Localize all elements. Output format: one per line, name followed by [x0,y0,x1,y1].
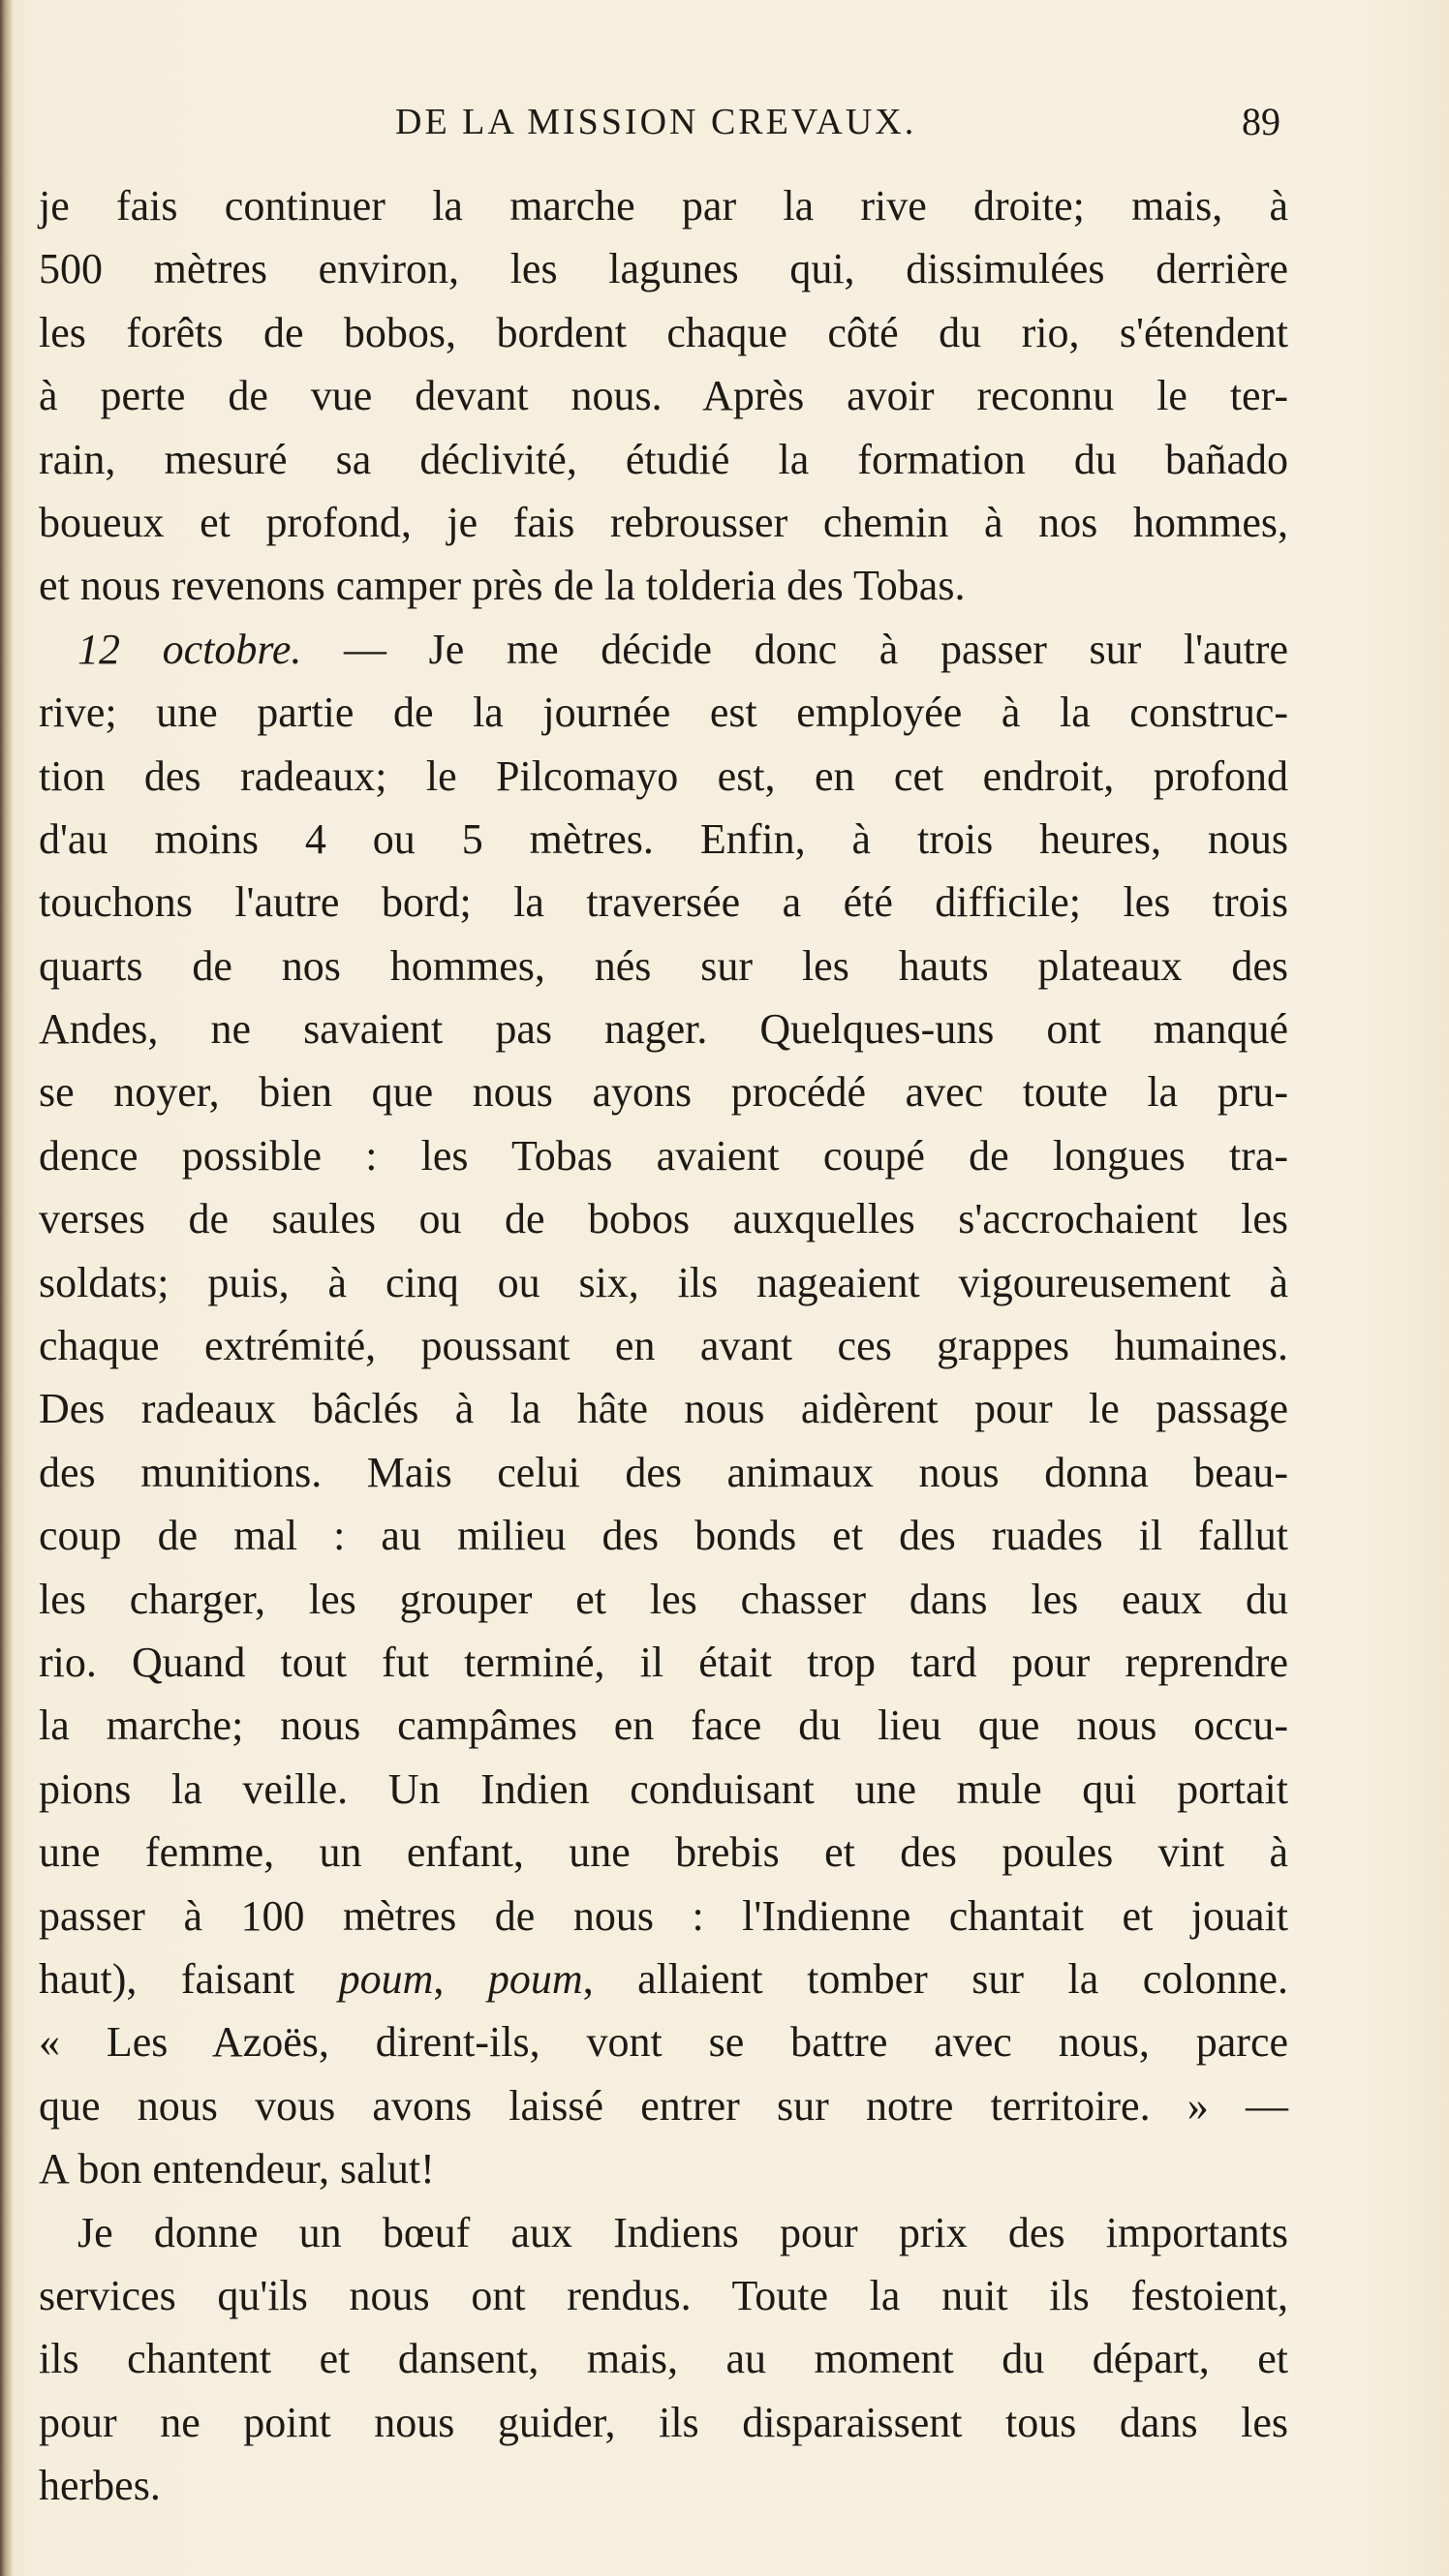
text-line: Andes, ne savaient pas nager. Quelques-uns ont manqué [39,1005,1288,1054]
text-line: d'au moins 4 ou 5 mètres. Enfin, à trois heures, nous [39,814,1288,863]
italic-word: poum [487,1954,583,2003]
text-line: touchons l'autre bord; la traversée a été difficile; les trois [39,878,1288,927]
text-line: A bon entendeur, salut! [39,2145,435,2193]
paragraph-1 [39,174,1288,618]
text-line: une femme, un enfant, une brebis et des poules vint à [39,1828,1288,1877]
text-line: soldats; puis, à cinq ou six, ils nageaient vigoureusement à [39,1258,1288,1306]
text-line: verses de saules ou de bobos auxquelles s'accrochaient les [39,1195,1288,1243]
running-title: DE LA MISSION CREVAUX. [395,102,917,142]
paragraph-2 [39,618,1288,2201]
binding-shadow [0,0,14,2576]
text-line: dence possible : les Tobas avaient coupé de longues tra- [39,1131,1288,1180]
text-line: rive; une partie de la journée est employée à la construc- [39,689,1288,737]
text-line: la marche; nous campâmes en face du lieu que nous occu- [39,1702,1288,1750]
text-line: je fais continuer la marche par la rive droite; mais, à [39,182,1288,230]
text-line: « Les Azoës, dirent-ils, vont se battre avec nous, parce [39,2018,1288,2067]
text-line: à perte de vue devant nous. Après avoir reconnu le ter- [39,372,1288,420]
text-line: herbes. [39,2462,161,2510]
text-line: chaque extrémité, poussant en avant ces grappes humaines. [39,1322,1288,1370]
italic-word: poum [338,1954,434,2003]
text-line: pour ne point nous guider, ils disparaissent tous dans les [39,2398,1288,2446]
text-fragment: haut), faisant [39,1954,339,2003]
text-fragment: — Je me décide donc à passer sur l'autre [301,625,1288,673]
text-line: que nous vous avons laissé entrer sur notre territoire. » — [39,2081,1288,2130]
paragraph-3 [39,2201,1288,2518]
text-line: tion des radeaux; le Pilcomayo est, en cet endroit, profond [39,751,1288,800]
text-line: coup de mal : au milieu des bonds et des ruades il fallut [39,1512,1288,1560]
text-line: des munitions. Mais celui des animaux nous donna beau- [39,1448,1288,1496]
text-line: Des radeaux bâclés à la hâte nous aidèrent pour le passage [39,1385,1288,1433]
page-number: 89 [1242,100,1280,143]
text-line: services qu'ils nous ont rendus. Toute la nuit ils festoient, [39,2271,1288,2319]
text-line: les charger, les grouper et les chasser dans les eaux du [39,1575,1288,1623]
text-line: les forêts de bobos, bordent chaque côté du rio, s'étendent [39,308,1288,356]
text-fragment: , [433,1954,488,2003]
text-line: et nous revenons camper près de la tolderia des Tobas. [39,562,966,610]
text-line [39,1947,1288,2010]
text-line: boueux et profond, je fais rebrousser chemin à nos hommes, [39,498,1288,546]
text-line: passer à 100 mètres de nous : l'Indienne chantait et jouait [39,1891,1288,1940]
text-line: se noyer, bien que nous ayons procédé avec toute la pru- [39,1068,1288,1117]
text-line: Je donne un bœuf aux Indiens pour prix des importants [77,2208,1288,2256]
text-line: ils chantent et dansent, mais, au moment du départ, et [39,2335,1288,2383]
text-line: rain, mesuré sa déclivité, étudié la formation du bañado [39,435,1288,483]
text-line [39,618,1288,681]
text-line: pions la veille. Un Indien conduisant une mule qui portait [39,1764,1288,1813]
journal-date: 12 octobre. [77,625,302,673]
text-fragment: , allaient tomber sur la colonne. [582,1954,1288,2003]
page-header [0,93,1449,151]
text-line: quarts de nos hommes, nés sur les hauts plateaux des [39,941,1288,990]
text-line: 500 mètres environ, les lagunes qui, dissimulées derrière [39,245,1288,293]
text-line: rio. Quand tout fut terminé, il était trop tard pour reprendre [39,1638,1288,1686]
body-text [39,174,1288,2517]
